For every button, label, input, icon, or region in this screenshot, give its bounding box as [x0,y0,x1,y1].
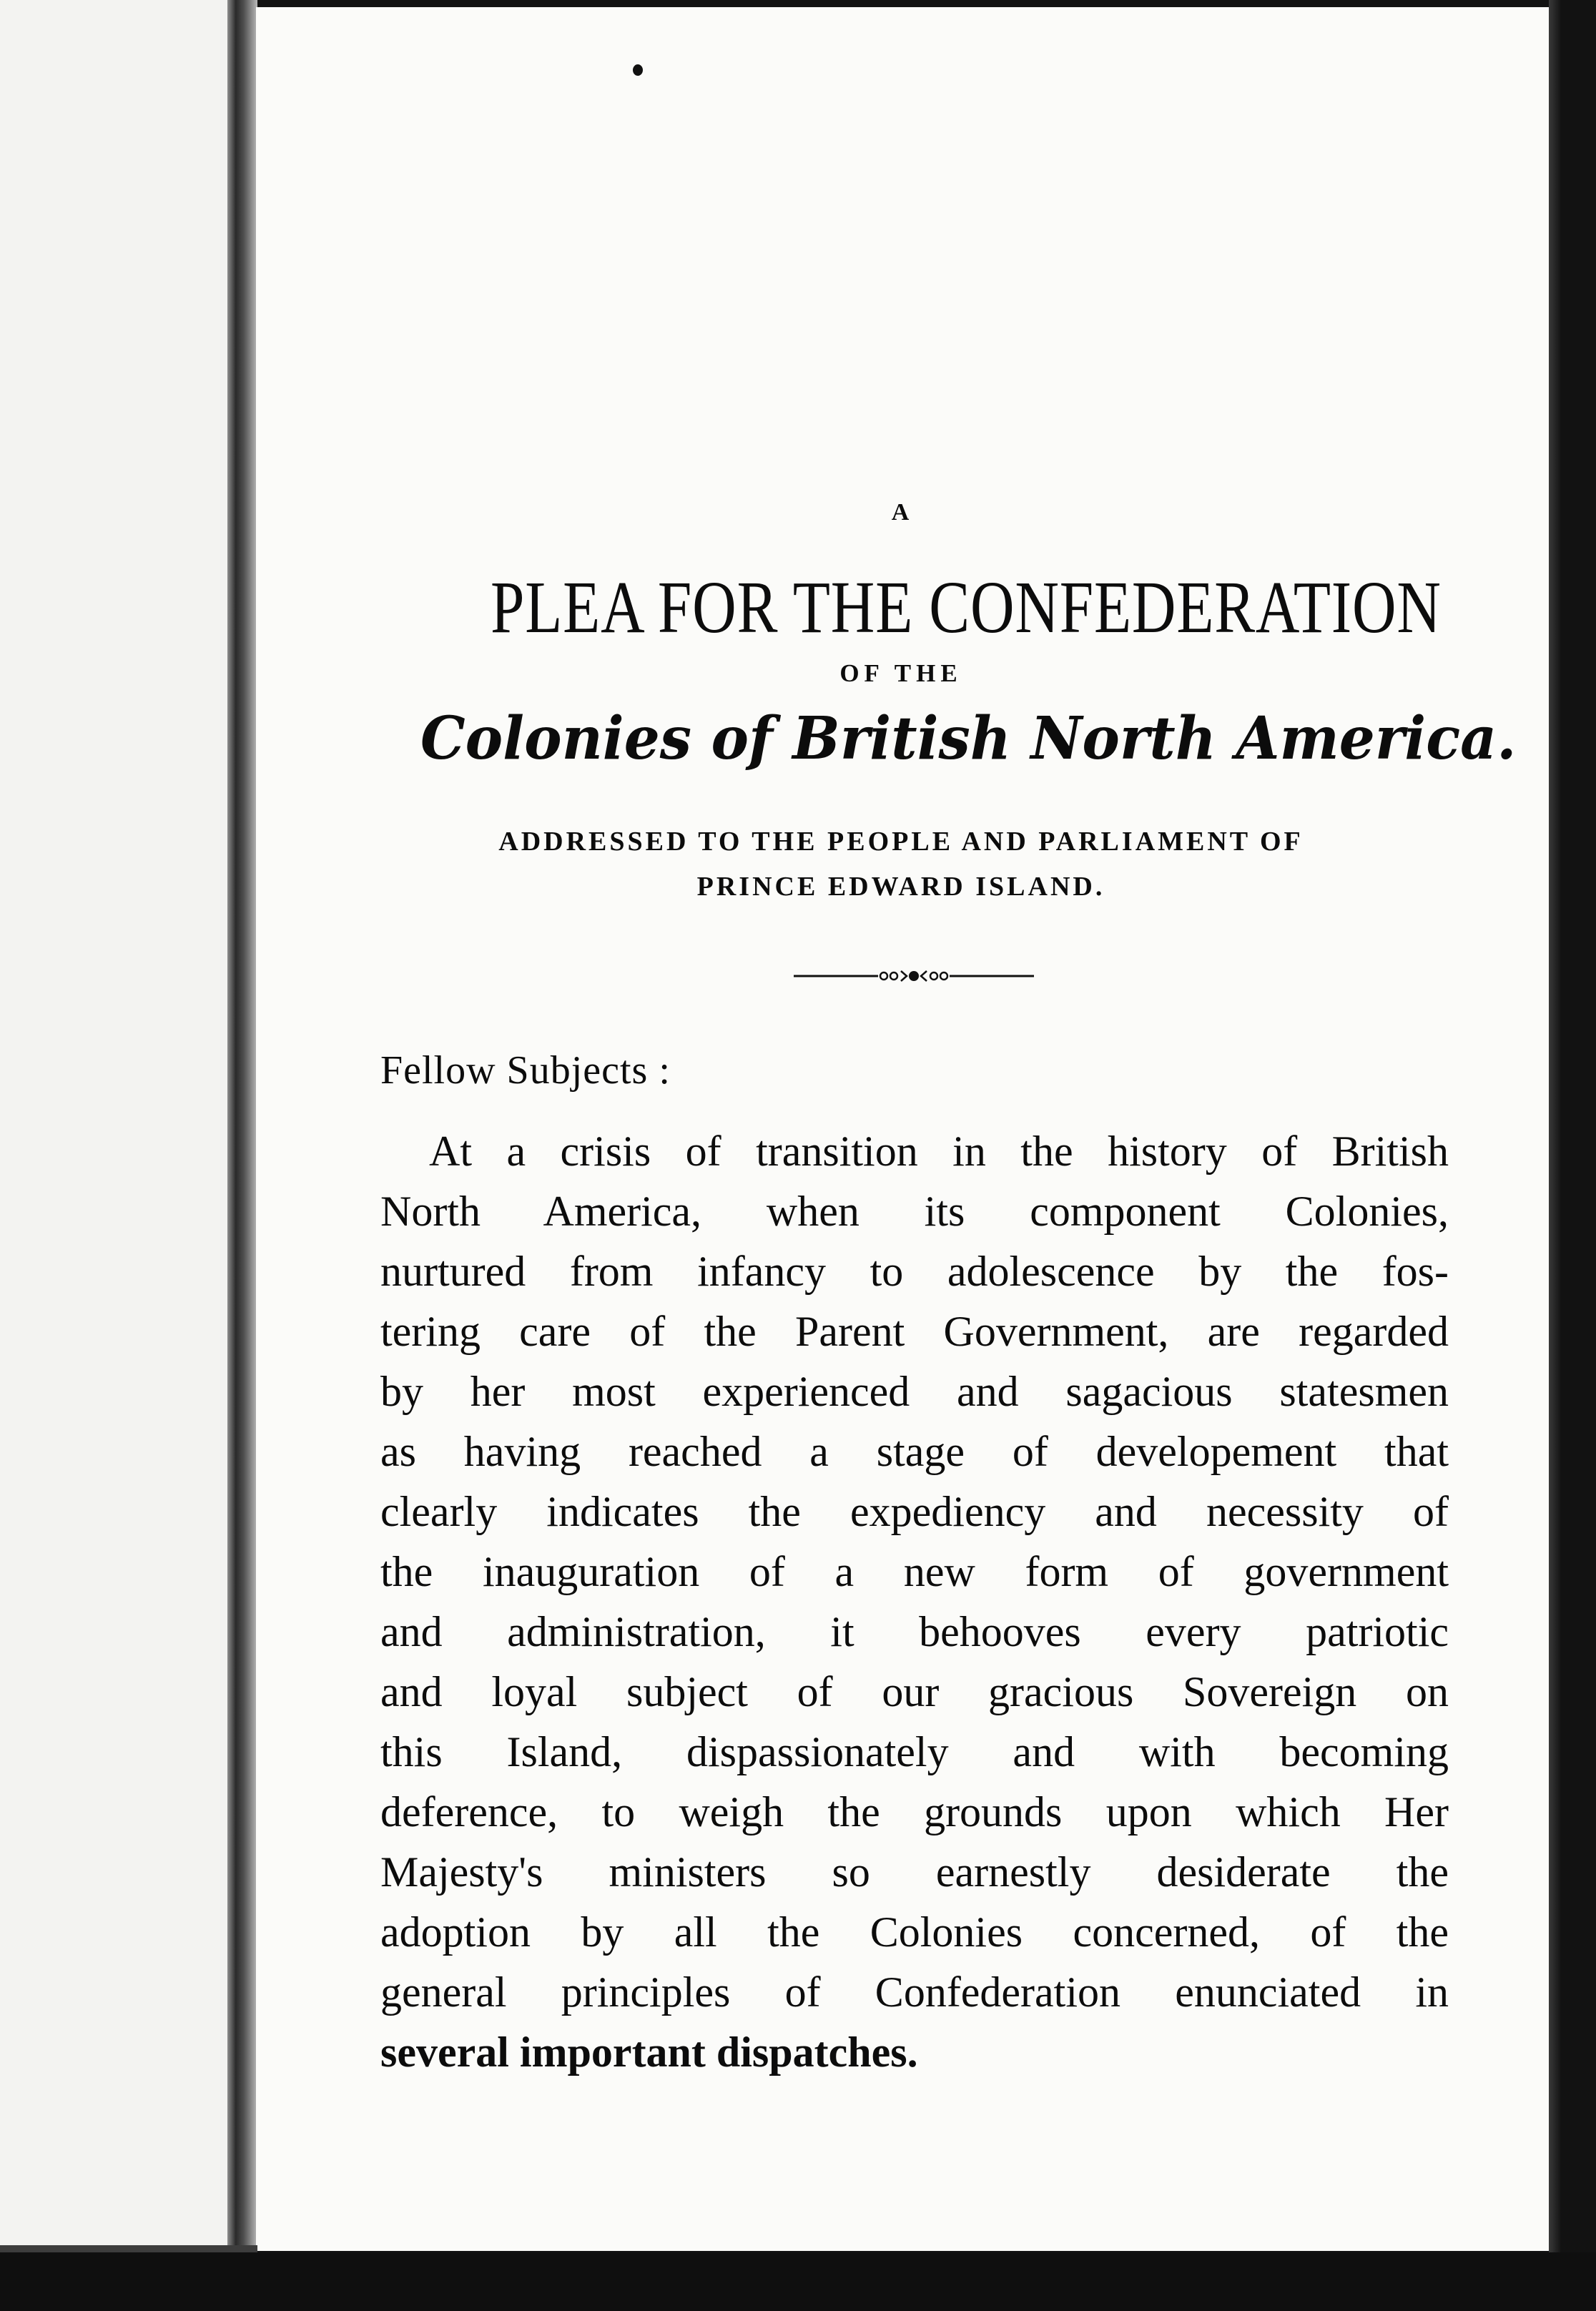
title-subject: Colonies of British North America. [420,704,1517,773]
body-line: this Island, dispassionately and with becoming [380,1728,1449,1775]
body-line: by her most experienced and sagacious statesmen [380,1368,1449,1415]
page-title: PLEA FOR THE CONFEDERATION [491,566,1442,649]
body-paragraph [380,1121,1449,2082]
title-article: A [891,499,911,526]
book-gutter [227,0,257,2252]
body-line: tering care of the Parent Government, are regarded [380,1308,1449,1355]
left-blank-page [0,0,236,2245]
body-line: adoption by all the Colonies concerned, of the [380,1908,1449,1956]
address-line-1: ADDRESSED TO THE PEOPLE AND PARLIAMENT OF [498,827,1304,857]
body-line: North America, when its component Colonies, [380,1188,1449,1235]
ornament-divider [794,965,1034,987]
body-line: Majesty's ministers so earnestly desiderate the [380,1848,1449,1896]
page-edge [1549,0,1562,2252]
body-line: clearly indicates the expediency and necessity of [380,1488,1449,1535]
salutation: Fellow Subjects : [380,1048,671,1093]
body-line: the inauguration of a new form of government [380,1548,1449,1595]
body-line: At a crisis of transition in the history of British [429,1128,1449,1175]
address-line-2: PRINCE EDWARD ISLAND. [696,872,1105,902]
body-line: as having reached a stage of developement that [380,1428,1449,1475]
title-connector: OF THE [839,659,962,687]
body-line: several important dispatches. [380,2029,918,2076]
scan-bottom-border [0,2252,1596,2311]
body-line: and loyal subject of our gracious Sovereign on [380,1668,1449,1715]
body-line: and administration, it behooves every patriotic [380,1608,1449,1655]
body-line: general principles of Confederation enunciated in [380,1968,1449,2016]
ink-dot [633,64,643,76]
body-line: deference, to weigh the grounds upon which Her [380,1788,1449,1836]
body-line: nurtured from infancy to adolescence by the fos- [380,1248,1449,1295]
